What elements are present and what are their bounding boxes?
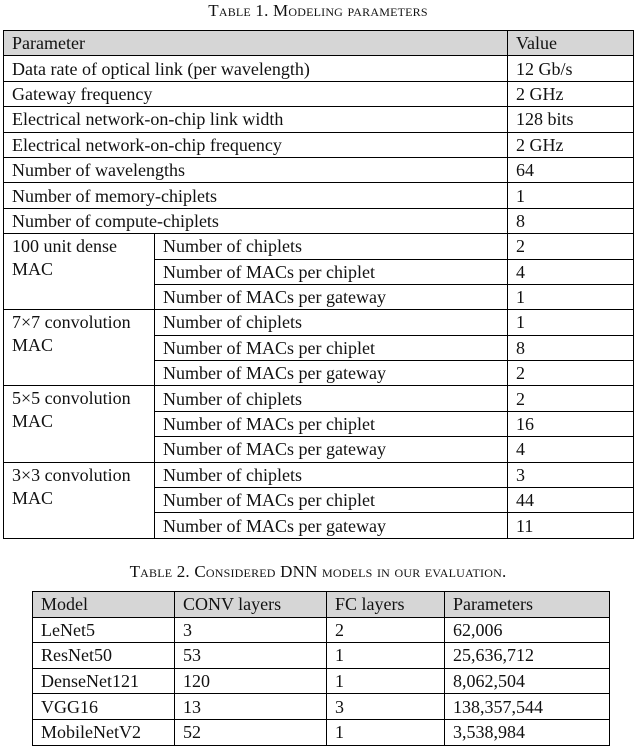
- parameter-cell: Electrical network-on-chip frequency: [4, 132, 508, 157]
- modeling-parameters-table: [3, 30, 634, 539]
- parameter-cell: Number of MACs per gateway: [155, 361, 508, 386]
- table-row: [33, 719, 610, 745]
- parameter-cell: Number of MACs per chiplet: [155, 488, 508, 513]
- value-cell: 12 Gb/s: [508, 56, 634, 81]
- value-cell: 3: [508, 462, 634, 487]
- parameter-cell: Number of chiplets: [155, 462, 508, 487]
- table-cell: 25,636,712: [445, 643, 610, 669]
- value-cell: 4: [508, 437, 634, 462]
- table-cell: 1: [327, 668, 445, 694]
- value-cell: 1: [508, 183, 634, 208]
- table-cell: DenseNet121: [33, 668, 175, 694]
- parameter-cell: Data rate of optical link (per wavelength): [4, 56, 508, 81]
- modeling-parameters-body: [4, 31, 634, 539]
- value-cell: 8: [508, 335, 634, 360]
- parameter-cell: Gateway frequency: [4, 81, 508, 106]
- parameter-cell: Number of chiplets: [155, 386, 508, 411]
- table1-caption-label: Table 1.: [208, 1, 274, 20]
- table-row: [4, 157, 634, 182]
- table1-caption-title: Modeling parameters: [273, 1, 428, 20]
- table-cell: 1: [327, 719, 445, 745]
- parameter-cell: Number of MACs per gateway: [155, 437, 508, 462]
- column-header: Model: [33, 592, 175, 618]
- group-label-cell: 5×5 convolution MAC: [4, 386, 155, 462]
- table-row: [4, 462, 634, 487]
- value-cell: 44: [508, 488, 634, 513]
- value-cell: 2: [508, 234, 634, 259]
- table-cell: MobileNetV2: [33, 719, 175, 745]
- table-row: [4, 386, 634, 411]
- table-cell: 1: [327, 643, 445, 669]
- value-cell: 1: [508, 310, 634, 335]
- parameter-cell: Electrical network-on-chip link width: [4, 107, 508, 132]
- parameter-cell: Number of MACs per chiplet: [155, 335, 508, 360]
- table-cell: 53: [175, 643, 327, 669]
- value-cell: 2 GHz: [508, 81, 634, 106]
- table-cell: 120: [175, 668, 327, 694]
- parameter-cell: Number of MACs per gateway: [155, 513, 508, 538]
- value-cell: 4: [508, 259, 634, 284]
- table2-caption-title: Considered DNN models in our evaluation.: [194, 562, 507, 581]
- table-cell: 62,006: [445, 617, 610, 643]
- table-cell: 13: [175, 694, 327, 720]
- table-cell: 2: [327, 617, 445, 643]
- column-header: CONV layers: [175, 592, 327, 618]
- group-label-cell: 100 unit dense MAC: [4, 234, 155, 310]
- table-cell: 3: [327, 694, 445, 720]
- table-row: [4, 208, 634, 233]
- table-cell: VGG16: [33, 694, 175, 720]
- parameter-cell: Number of chiplets: [155, 310, 508, 335]
- table-row: [33, 694, 610, 720]
- table-row: [4, 132, 634, 157]
- table-row: [4, 234, 634, 259]
- dnn-models-table: [32, 591, 610, 746]
- table2-header-row: [33, 592, 610, 618]
- table1-header-parameter: Parameter: [4, 31, 508, 56]
- parameter-cell: Number of chiplets: [155, 234, 508, 259]
- dnn-models-body: [33, 592, 610, 746]
- value-cell: 2: [508, 361, 634, 386]
- parameter-cell: Number of MACs per gateway: [155, 284, 508, 309]
- parameter-cell: Number of memory-chiplets: [4, 183, 508, 208]
- column-header: FC layers: [327, 592, 445, 618]
- value-cell: 128 bits: [508, 107, 634, 132]
- table-row: [4, 183, 634, 208]
- value-cell: 1: [508, 284, 634, 309]
- table-row: [4, 107, 634, 132]
- parameter-cell: Number of MACs per chiplet: [155, 411, 508, 436]
- value-cell: 2 GHz: [508, 132, 634, 157]
- group-label-cell: 3×3 convolution MAC: [4, 462, 155, 538]
- table2-caption: [0, 560, 636, 584]
- table-cell: 52: [175, 719, 327, 745]
- table1-header-row: [4, 31, 634, 56]
- table-row: [33, 643, 610, 669]
- table2-caption-label: Table 2.: [129, 562, 195, 581]
- table-cell: 3: [175, 617, 327, 643]
- parameter-cell: Number of MACs per chiplet: [155, 259, 508, 284]
- group-label-cell: 7×7 convolution MAC: [4, 310, 155, 386]
- table-cell: LeNet5: [33, 617, 175, 643]
- table-row: [4, 310, 634, 335]
- table-cell: 3,538,984: [445, 719, 610, 745]
- value-cell: 64: [508, 157, 634, 182]
- table1-header-value: Value: [508, 31, 634, 56]
- table-cell: 8,062,504: [445, 668, 610, 694]
- value-cell: 2: [508, 386, 634, 411]
- parameter-cell: Number of wavelengths: [4, 157, 508, 182]
- value-cell: 11: [508, 513, 634, 538]
- value-cell: 8: [508, 208, 634, 233]
- value-cell: 16: [508, 411, 634, 436]
- table1-caption: [0, 0, 636, 24]
- table-row: [33, 617, 610, 643]
- table-cell: 138,357,544: [445, 694, 610, 720]
- table-cell: ResNet50: [33, 643, 175, 669]
- table-row: [4, 56, 634, 81]
- parameter-cell: Number of compute-chiplets: [4, 208, 508, 233]
- table-row: [33, 668, 610, 694]
- column-header: Parameters: [445, 592, 610, 618]
- table-row: [4, 81, 634, 106]
